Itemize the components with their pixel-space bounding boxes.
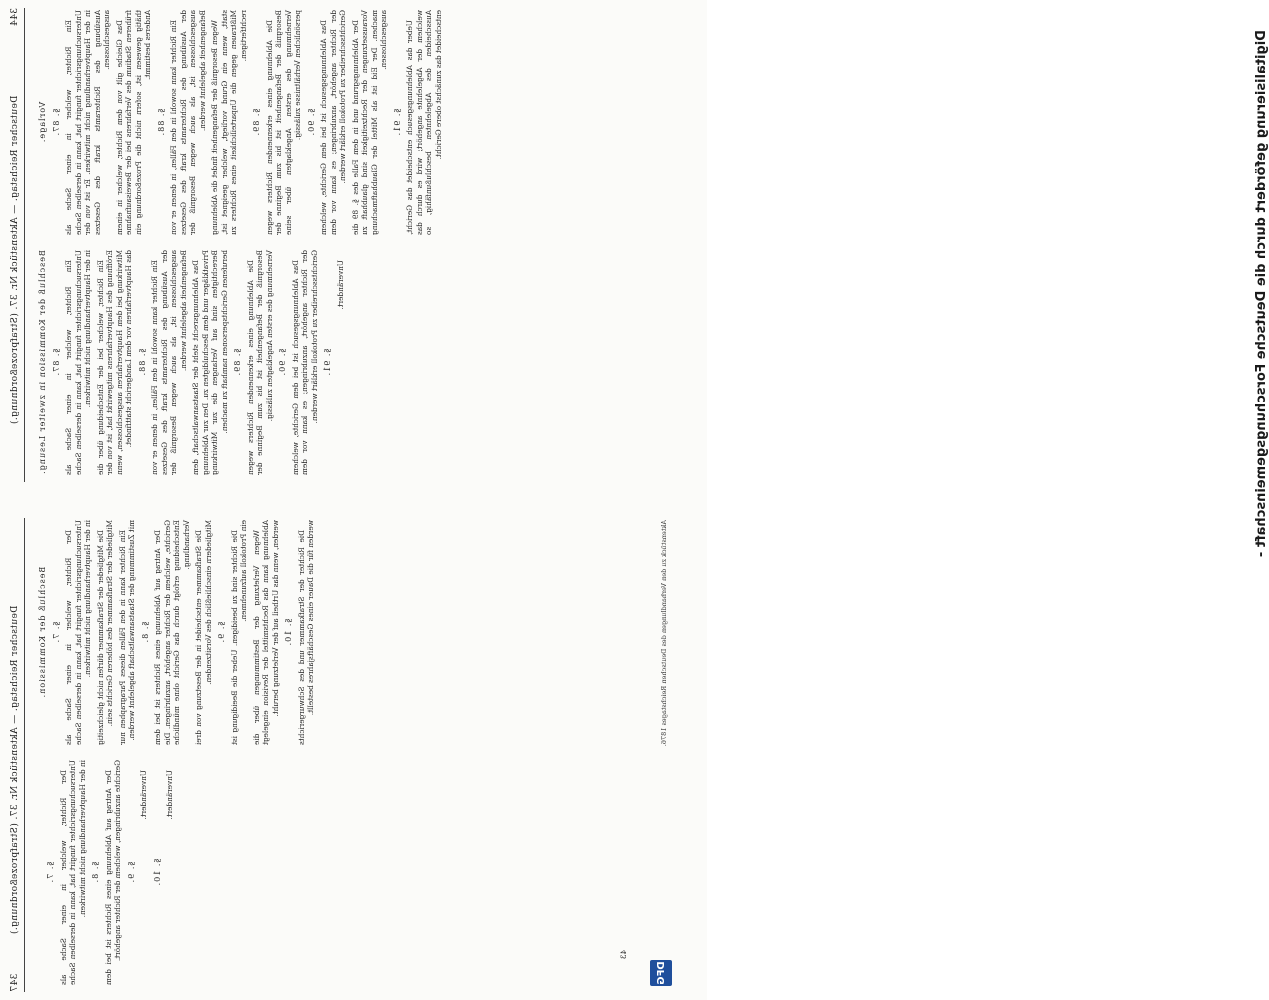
section-heading: §. 90. bbox=[278, 348, 287, 377]
paragraph: Die Ablehnung eines erkennenden Richters wegen Besorgniß der Befangenheit ist bis zum Beginne der Vernehmung des ersten Angeklagten über seine persönlichen Verhältnisse zulässig. bbox=[264, 10, 302, 235]
paragraph: Ein Richter, welcher in einer Sache als Untersuchungsrichter fungirt hat, kann in derselben Sache in der Hauptverhandlung nicht mitwirken. bbox=[64, 250, 92, 475]
paragraph: Unverändert. bbox=[335, 260, 345, 310]
paragraph: Die Ablehnung eines erkennenden Richters wegen Besorgniß der Befangenheit ist bis zum Beginne der Vernehmung des ersten Angeklagten zulässig. bbox=[245, 250, 274, 475]
section-heading: §. 90. bbox=[306, 108, 316, 137]
left-col-1 bbox=[34, 10, 446, 235]
left-running-title: Deutscher Reichstag. — Aktenstück Nr. 37. (Strafprozeßordnung.) bbox=[10, 95, 20, 425]
paragraph: Ein Richter, welcher bei der Entscheidung über die Eröffnung des Hauptverfahrens mitgewirkt hat, ist von der Mitwirkung bei dem Hauptverfahren ausgeschlossen, wenn das Hauptverfahren vor dem Landgericht stattfindet. bbox=[95, 250, 133, 475]
funding-bar bbox=[600, 0, 1269, 1000]
paragraph: Der Richter, welcher in einer Sache als Untersuchungsrichter fungirt hat, kann in derselben Sache in der Hauptverhandlung nicht mitwirken. bbox=[64, 520, 92, 745]
left-page bbox=[0, 0, 690, 490]
paragraph: Die Richter der Strafkammer und des Schwurgerichts werden für die Dauer eines Geschäftsjahres bestellt. bbox=[296, 520, 315, 745]
paragraph: Der Ablehnungsgrund und in dem Falle des §. 89 die Voraussetzungen der Rechtzeitigkeit sind glaubhaft zu machen. Der Eid ist als Mittel der Glaubhaftmachung ausgeschlossen. bbox=[350, 10, 388, 235]
left-col2-label: Beschluß der Kommission in zweiter Lesung. bbox=[38, 250, 47, 475]
left-col-2 bbox=[34, 250, 348, 475]
section-heading: §. 89. bbox=[252, 108, 261, 137]
section-heading: §. 8. bbox=[91, 861, 100, 884]
paragraph: Das Ablehnungsgesuch ist bei dem Gerichte, welchem der Richter angehört, anzubringen; es kann vor dem Gerichtsschreiber zu Protokoll erklärt werden. bbox=[319, 10, 347, 235]
section-heading: §. 89. bbox=[233, 348, 242, 377]
section-heading: §. 91. bbox=[392, 108, 402, 137]
paragraph: Der Richter, welcher in einer Sache als Untersuchungsrichter fungirt hat, kann in derselben Sache in der Hauptverhandlung nicht mitwirken. bbox=[58, 760, 87, 985]
section-heading: §. 87. bbox=[51, 348, 61, 377]
paragraph: Ein Richter kann sowohl in den Fällen, in denen er von der Ausübung des Richteramts kraft des Gesetzes ausgeschlossen ist, als auch wegen Besorgniß der Befangenheit abgelehnt werden. bbox=[169, 10, 207, 235]
section-heading: §. 10. bbox=[152, 858, 162, 887]
section-heading: §. 91. bbox=[323, 348, 332, 377]
paragraph: Das Ablehnungsrecht steht der Staatsanwaltschaft, dem Privatkläger und dem Beschuldigten zu. Den zur Ablehnung Berechtigten sind auf Verlangen die zur Mitwirkung berufenen Gerichtspersonen namhaft zu machen. bbox=[191, 250, 229, 475]
section-heading: §. 88. bbox=[156, 108, 166, 137]
right-page-number: 347 bbox=[10, 973, 20, 992]
section-heading: §. 7. bbox=[51, 621, 61, 644]
paragraph: Ein Richter kann in den Fällen dieses Paragraphen nur mit Zustimmung der Staatsanwaltschaft abgelehnt werden. bbox=[117, 520, 136, 745]
section-heading: §. 9. bbox=[217, 621, 226, 644]
section-heading: §. 87. bbox=[51, 108, 61, 137]
paragraph: Der Antrag auf Ablehnung eines Richters ist bei dem Gerichte, welchem der Richter angehört, anzubringen. Die Entscheidung erfolgt durch das Gericht ohne mündliche Verhandlung. bbox=[153, 520, 191, 745]
section-heading: §. 9. bbox=[126, 861, 136, 884]
left-running-header bbox=[10, 8, 25, 482]
paragraph: Das Gleiche gilt von dem Richter, welcher in einem früheren Stadium des Verfahrens bei der Beweisaufnahme thätig gewesen ist, sofern nicht die Prozeßordnung ein Anderes bestimmt. bbox=[114, 10, 152, 235]
paragraph: Wegen Verletzung der Bestimmungen über die Ablehnung kann das Rechtsmittel der Revision eingelegt werden, wenn das Urtheil auf der Verletzung beruht. bbox=[251, 520, 280, 745]
left-page-number: 344 bbox=[10, 8, 20, 27]
bottom-page-mark: 43 bbox=[620, 950, 628, 959]
right-running-header bbox=[10, 518, 25, 992]
section-heading: §. 10. bbox=[284, 618, 293, 647]
paragraph: Ein Richter kann sowohl in den Fällen, in denen er von der Ausübung des Richteramts kraft des Gesetzes ausgeschlossen ist, als auch wegen Besorgniß der Befangenheit abgelehnt werden. bbox=[150, 250, 188, 475]
paragraph: Unverändert. bbox=[165, 770, 174, 820]
left-col1-label: Vorlage. bbox=[38, 101, 47, 144]
paragraph: Der Antrag auf Ablehnung eines Richters ist bei dem Gerichte anzubringen, welchem der Richter angehört. bbox=[103, 760, 122, 985]
section-heading: §. 8. bbox=[140, 621, 150, 644]
paragraph: Ueber das Ablehnungsgesuch entscheidet das Gericht, welchem der Abgelehnte angehört; wird es durch das Ausscheiden des Abgelehnten beschlußunfähig, so entscheidet das zunächst obere Gericht. bbox=[405, 10, 443, 235]
footer-note: Aktenstück zu den Verhandlungen des Deutschen Reichstages 1876. bbox=[660, 520, 668, 747]
dfg-logo: DFG bbox=[650, 960, 672, 986]
right-running-title: Deutscher Reichstag. — Aktenstück Nr. 37. (Strafprozeßordnung.) bbox=[10, 605, 20, 935]
right-page bbox=[0, 510, 690, 1000]
section-heading: §. 88. bbox=[137, 348, 147, 377]
right-col-1 bbox=[34, 520, 319, 745]
paragraph: Die Strafkammer entscheidet in der Besetzung von drei Mitgliedern einschließlich des Vorsitzenden. bbox=[194, 520, 213, 745]
paragraph: Ein Richter, welcher in einer Sache als Untersuchungsrichter fungirt hat, kann in derselben Sache in der Hauptverhandlung nicht mitwirken. Er ist von der Ausübung des Richteramts kraft des Gesetzes ausgeschlossen. bbox=[64, 10, 111, 235]
paragraph: Die Mitglieder der Strafkammer dürfen nicht gleichzeitig Mitglieder der Strafkammer des höheren Gerichts sein. bbox=[95, 520, 114, 745]
paragraph: Die Richter sind zu beeidigen. Ueber die Beeidigung ist ein Protokoll aufzunehmen. bbox=[229, 520, 248, 745]
paragraph: Unverändert. bbox=[139, 770, 148, 820]
right-col-2 bbox=[34, 760, 178, 985]
right-col1-label: Beschluß der Kommission. bbox=[38, 566, 47, 699]
paragraph: Das Ablehnungsgesuch ist bei dem Gerichte, welchem der Richter angehört, anzubringen; es kann vor dem Gerichtsschreiber zu Protokoll erklärt werden. bbox=[290, 250, 319, 475]
funding-text: Digitalisierung gefördert durch die Deutsche Forschungsgemeinschaft - bbox=[1254, 30, 1269, 558]
paragraph: Wegen Besorgniß der Befangenheit findet die Ablehnung statt, wenn ein Grund vorliegt, welcher geeignet ist, Mißtrauen gegen die Unparteilichkeit eines Richters zu rechtfertigen. bbox=[210, 10, 248, 235]
section-heading: §. 7. bbox=[46, 861, 55, 884]
